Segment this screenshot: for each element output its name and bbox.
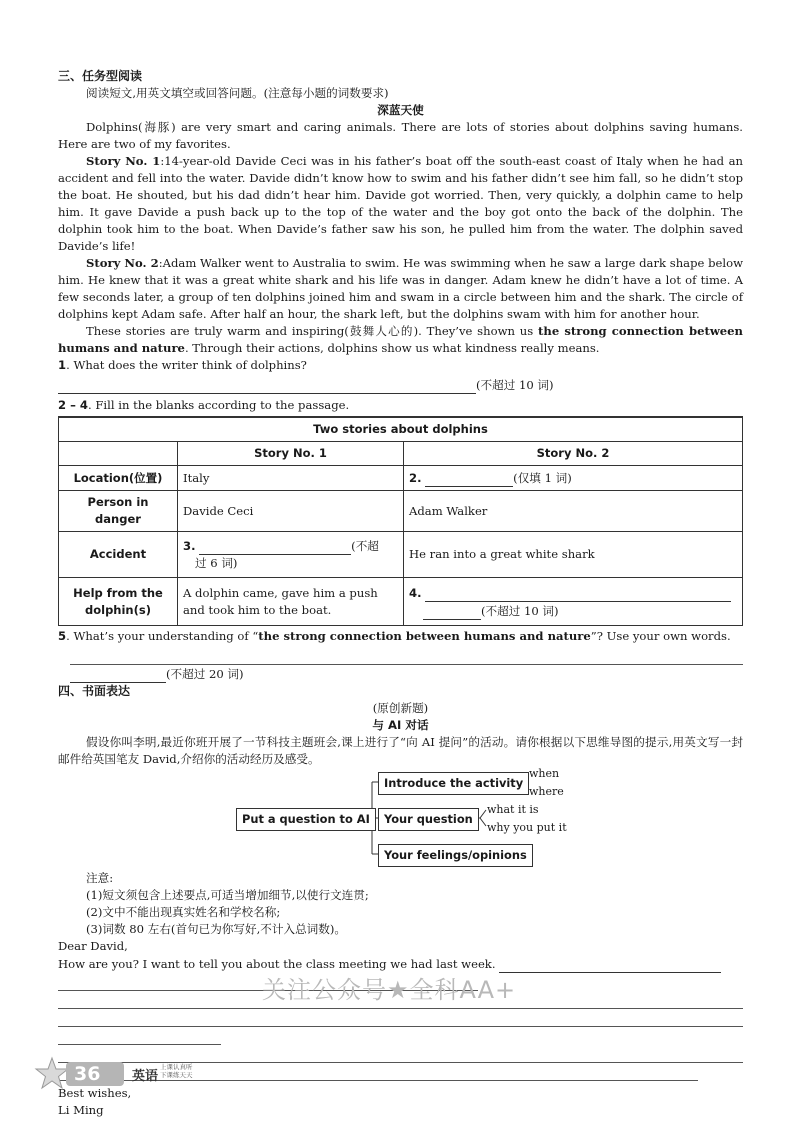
mindmap-branch-feelings: Your feelings/opinions — [378, 844, 533, 867]
q5-answer-line-1[interactable] — [70, 647, 743, 665]
mindmap-branch-question: Your question — [378, 808, 479, 831]
q3-number: 3 — [183, 539, 192, 553]
conclusion-paragraph — [58, 323, 743, 357]
q4-number: 4 — [409, 585, 418, 600]
slogan-line-1: 上课认真听 — [160, 1063, 193, 1071]
q1-limit: (不超过 10 词) — [476, 378, 554, 392]
q1-text: . What does the writer think of dolphins? — [66, 358, 307, 372]
writing-line-3[interactable] — [58, 1009, 743, 1027]
q5-answer-blank-2[interactable] — [70, 665, 166, 683]
table-corner — [59, 442, 178, 466]
q5-text-b: ”? Use your own words. — [590, 629, 731, 643]
story2-label: Story No. 2 — [86, 256, 159, 270]
cell-person-2: Adam Walker — [404, 491, 743, 532]
conclusion-bold: the strong connection between humans and nature — [58, 324, 743, 355]
conclusion-b: . Through their actions, dolphins show us what kindness really means. — [184, 341, 600, 355]
mindmap-branch-introduce: Introduce the activity — [378, 772, 529, 795]
row-location-header: Location(位置) — [59, 466, 178, 491]
letter-closing: Best wishes, — [58, 1086, 132, 1100]
star-logo-icon — [34, 1056, 70, 1092]
row-help-label-b: dolphin(s) — [85, 602, 151, 617]
passage-intro: Dolphins(海豚) are very smart and caring animals. There are lots of stories about dolphins saving humans. Here are two of my favorites. — [58, 120, 743, 151]
q5-number: 5 — [58, 629, 67, 643]
q4-answer-blank-1[interactable] — [425, 584, 731, 602]
q24-number: 2 – 4 — [58, 398, 89, 412]
writing-line-5[interactable] — [58, 1045, 743, 1063]
letter-greeting: Dear David, — [58, 939, 128, 953]
q5-text-a: . What’s your understanding of “ — [66, 629, 259, 643]
subject-label: 英语 — [132, 1069, 159, 1084]
cell-help-2: 4. (不超过 10 词) — [404, 578, 743, 626]
worksheet-page — [58, 68, 743, 1119]
q4-limit: (不超过 10 词) — [481, 603, 559, 618]
q3-answer-blank[interactable] — [199, 537, 351, 555]
page-number: 36 — [74, 1063, 101, 1085]
q5-bold: the strong connection between humans and nature — [258, 629, 591, 643]
mindmap-leaf-what: what it is — [487, 803, 539, 816]
q2-number: 2 — [409, 471, 418, 485]
cell-accident-1: 3. (不超 过 6 词) — [178, 532, 404, 578]
slogan-line-2: 下课练天天 — [160, 1071, 193, 1079]
q2-answer-blank[interactable] — [425, 469, 513, 487]
watermark: 关注公众号★全科AA+ — [262, 976, 517, 1004]
writing-blank-first[interactable] — [499, 955, 721, 973]
passage-title: 深蓝天使 — [377, 103, 424, 117]
letter-signature: Li Ming — [58, 1103, 104, 1117]
q3-limit-a: (不超 — [351, 539, 379, 553]
writing-topic: 与 AI 对话 — [372, 718, 429, 732]
section3-title: 三、任务型阅读 — [58, 69, 143, 83]
q1-number: 1 — [58, 358, 67, 372]
q1-answer-line — [58, 376, 743, 394]
note-3: (3)词数 80 左右(首句已为你写好,不计入总词数)。 — [86, 922, 346, 936]
table-col-story1: Story No. 1 — [178, 442, 404, 466]
conclusion-a: These stories are truly warm and inspiring(鼓舞人心的). They’ve shown us — [86, 324, 539, 338]
cell-help-1: A dolphin came, gave him a push and took him to the boat. — [178, 578, 404, 626]
q5-limit: (不超过 20 词) — [166, 667, 244, 681]
section4-title: 四、书面表达 — [58, 684, 131, 698]
row-person-header: Person in danger — [59, 491, 178, 532]
story2-text: :Adam Walker went to Australia to swim. He was swimming when he saw a large dark shape below him. He knew that it was a great white shark and his life was in danger. Adam knew he didn’t have a lot of time. A few seconds later, a group of ten dolphins joined him and swam in a circle between him and the shark. The circle of dolphins kept Adam safe. After half an hour, the shark left, but the dolphins swam with him for another hour. — [58, 256, 743, 321]
cell-accident-2: He ran into a great white shark — [404, 532, 743, 578]
q2-limit: (仅填 1 词) — [513, 471, 572, 485]
q4-answer-blank-2[interactable] — [423, 602, 481, 620]
story2-paragraph — [58, 255, 743, 323]
cell-person-1: Davide Ceci — [178, 491, 404, 532]
writing-prompt: 假设你叫李明,最近你班开展了一节科技主题班会,课上进行了“向 AI 提问”的活动。请你根据以下思维导图的提示,用英文写一封邮件给英国笔友 David,介绍你的活动经历及感受。 — [58, 735, 743, 766]
q24-text: . Fill in the blanks according to the passage. — [88, 398, 350, 412]
letter-first-sentence: How are you? I want to tell you about the class meeting we had last week. — [58, 957, 496, 971]
stories-table — [58, 416, 743, 626]
table-col-story2: Story No. 2 — [404, 442, 743, 466]
row-help-header — [59, 578, 178, 626]
mindmap-leaf-when: when — [529, 767, 560, 780]
question-2-4 — [58, 397, 743, 414]
q3-limit-b: 过 6 词) — [195, 556, 238, 570]
cell-location-1: Italy — [178, 466, 404, 491]
mindmap-leaf-why: why you put it — [487, 821, 567, 834]
story1-text: :14-year-old Davide Ceci was in his father’s boat off the south-east coast of Italy when he had an accident and fell into the water. Davide didn’t know how to swim and his father didn’t see him fall, so he didn’t stop the boat. He shouted, but his dad didn’t hear him. Davide got worried. Then, very quickly, a dolphin came to help him. It gave Davide a push back up to the top of the water and the boy got onto the back of the dolphin. The dolphin took him to the boat. When Davide’s father saw his son, he pulled him from the water. The dolphin saved Davide’s life! — [58, 154, 744, 253]
note-2: (2)文中不能出现真实姓名和学校名称; — [86, 905, 281, 919]
writing-line-4[interactable] — [58, 1027, 221, 1045]
note-1: (1)短文须包含上述要点,可适当增加细节,以使行文连贯; — [86, 888, 369, 902]
question-5 — [58, 628, 743, 645]
section3-instruction: 阅读短文,用英文填空或回答问题。(注意每小题的词数要求) — [86, 86, 389, 100]
row-help-label-a: Help from the — [73, 585, 163, 600]
mindmap-root: Put a question to AI — [236, 808, 376, 831]
mind-map — [58, 767, 743, 866]
table-title: Two stories about dolphins — [59, 417, 743, 442]
story1-paragraph — [58, 153, 743, 255]
cell-location-2: 2. (仅填 1 词) — [404, 466, 743, 491]
footer-slogan — [160, 1063, 193, 1079]
q1-answer-blank[interactable] — [58, 376, 476, 394]
mindmap-leaf-where: where — [529, 785, 564, 798]
section4-tag: (原创新题) — [372, 701, 429, 715]
page-footer — [32, 1062, 232, 1092]
question-1 — [58, 357, 743, 374]
story1-label: Story No. 1 — [86, 154, 161, 168]
q5-answer-line-2-row — [70, 665, 743, 683]
row-accident-header: Accident — [59, 532, 178, 578]
notes-title: 注意: — [86, 871, 114, 885]
